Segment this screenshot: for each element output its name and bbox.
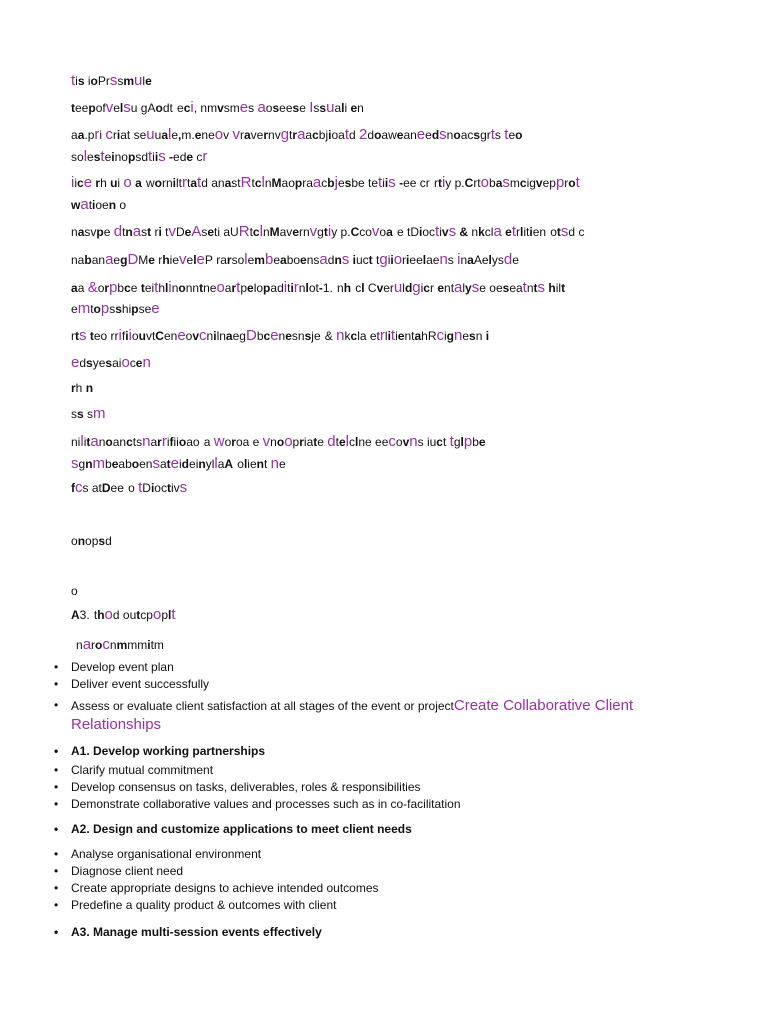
garbled-line: nabanaegDMe rhieveleP rarsolembeaboensadns iuct tgiiorieelaens inaAelysde <box>71 251 519 268</box>
garbled-line: tis ioPrssmule <box>71 72 152 89</box>
list-item: • Develop event plan <box>54 660 174 674</box>
garbled-line: iice rh ui o a worniltrtatd anastRtclnMaopraacbjesbe tetiis -ee cr rtiy p.Crtobasmcigvepprot <box>71 174 580 191</box>
garbled-line: onopsd <box>71 534 112 548</box>
garbled-line: edsyesaiocen <box>71 354 151 371</box>
garbled-line: solesteinopsdtiis -ede cr <box>71 148 208 165</box>
garbled-line: nilitanoanctsnarrifiioao a woroa e vnoopriate dtelclne eecovns iuct tglpbe <box>71 433 486 450</box>
garbled-line: narocnmmmitm <box>76 636 164 653</box>
garbled-line: nasvpe dtnast ri tvDeAseti aURtclnMavernvgtiy p.Ccovoa e tDioctivs & nkcla etrlitien otsd c <box>71 223 585 240</box>
garbled-line: emtopsshipsee <box>71 300 160 317</box>
garbled-line: A3. thod outcpoplt <box>71 606 176 623</box>
list-item: • Develop consensus on tasks, deliverables, roles & responsibilities <box>54 780 421 794</box>
garbled-line: watioen o <box>71 196 127 213</box>
list-item: • Diagnose client need <box>54 864 184 878</box>
garbled-line: rh n <box>71 381 94 395</box>
section-heading-a3: • A3. Manage multi-session events effectively <box>54 925 322 939</box>
garbled-line: o <box>71 584 78 598</box>
list-item: • Analyse organisational environment <box>54 847 262 861</box>
list-item: • Clarify mutual commitment <box>54 763 214 777</box>
garbled-line: ss sm <box>71 405 106 422</box>
list-item: • Assess or evaluate client satisfaction at all stages of the event or projectCreate Collaborative Client <box>54 697 634 714</box>
garbled-line: aa &orpbce teithlinonntneoartpelopaditirnlot-1. nh cl Cveruldgicr entalyse oeseatnts hilt <box>71 279 566 296</box>
section-title: Create Collaborative Client <box>453 697 634 714</box>
garbled-line: rts teo rrifiiouvtCeneovcnilnaegDbcenesnsje & nkcla etrlitientahRcignesn i <box>71 327 490 344</box>
garbled-line: sgnmbeaboensateideinyllaA olient ne <box>71 455 286 472</box>
garbled-line: aa.pri criat seuuale,m.eneov vravernvgtraacbjioatd 2doaweaneedsnoacsgrts teo <box>71 126 523 143</box>
list-item: • Predefine a quality product & outcomes with client <box>54 898 337 912</box>
section-title-continued: Relationships <box>71 716 162 733</box>
list-item: • Demonstrate collaborative values and processes such as in co-facilitation <box>54 797 461 811</box>
list-item: • Create appropriate designs to achieve intended outcomes <box>54 881 379 895</box>
garbled-line: fcs atDee o tDioctivs <box>71 479 188 496</box>
list-item: • Deliver event successfully <box>54 677 210 691</box>
section-heading-a2: • A2. Design and customize applications to meet client needs <box>54 822 412 836</box>
garbled-line: teepofvelsu gAodt eci, nmvsmes aoseese Issuali en <box>71 99 364 116</box>
section-heading-a1: • A1. Develop working partnerships <box>54 744 266 758</box>
